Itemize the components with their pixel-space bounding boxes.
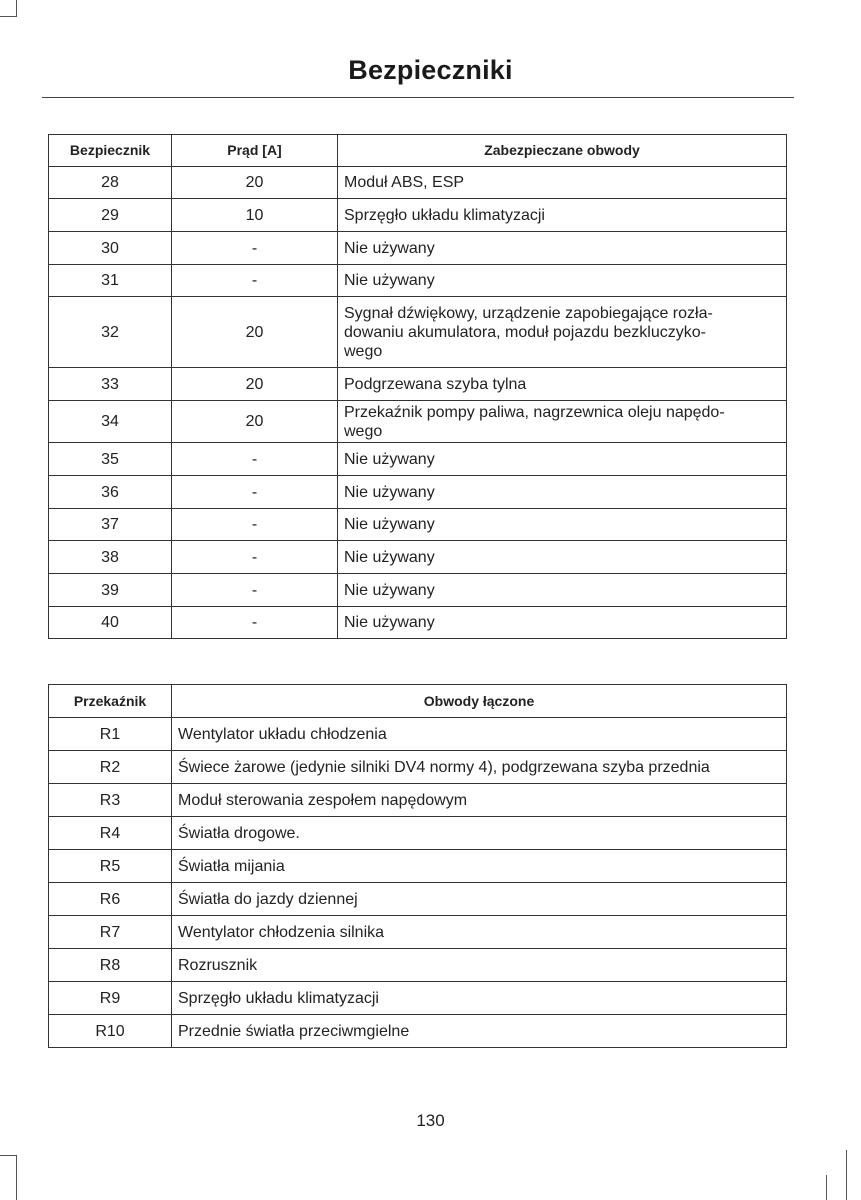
relay-circuit-cell: Moduł sterowania zespołem napędowym: [172, 784, 787, 817]
fuse-current-cell: -: [172, 476, 338, 509]
table-row: [49, 297, 787, 368]
fuse-current-cell: -: [172, 265, 338, 297]
fuse-number-cell: 40: [49, 607, 172, 639]
table-row: [49, 883, 787, 916]
crop-mark-bottom-right: [826, 1175, 827, 1200]
table-row: [49, 401, 787, 443]
relay-circuit-cell: Światła do jazdy dziennej: [172, 883, 787, 916]
fuse-number-cell: 37: [49, 509, 172, 541]
fuse-current-cell: 20: [172, 401, 338, 443]
fuse-number-cell: 39: [49, 574, 172, 607]
fuse-table-body: [49, 167, 787, 639]
fuse-current-cell: -: [172, 232, 338, 265]
fuse-number-cell: 33: [49, 368, 172, 401]
fuse-table: [48, 134, 787, 639]
table-row: [49, 1015, 787, 1048]
table-row: [49, 265, 787, 297]
relay-col-header-relay: Przekaźnik: [49, 685, 172, 718]
table-row: [49, 949, 787, 982]
fuse-circuit-cell: Nie używany: [338, 443, 787, 476]
relay-circuit-cell: Światła drogowe.: [172, 817, 787, 850]
fuse-current-cell: -: [172, 541, 338, 574]
fuse-circuit-cell: Moduł ABS, ESP: [338, 167, 787, 199]
table-row: [49, 368, 787, 401]
relay-circuit-cell: Rozrusznik: [172, 949, 787, 982]
fuse-number-cell: 32: [49, 297, 172, 368]
page-number: 130: [416, 1111, 445, 1130]
fuse-current-cell: 10: [172, 199, 338, 232]
fuse-circuit-cell: Nie używany: [338, 541, 787, 574]
relay-circuit-cell: Sprzęgło układu klimatyzacji: [172, 982, 787, 1015]
relay-id-cell: R8: [49, 949, 172, 982]
relay-id-cell: R1: [49, 718, 172, 751]
fuse-current-cell: -: [172, 607, 338, 639]
table-row: [49, 784, 787, 817]
fuse-circuit-cell: Nie używany: [338, 509, 787, 541]
fuse-circuit-cell: Przekaźnik pompy paliwa, nagrzewnica oleju napędo- wego: [338, 401, 787, 443]
fuse-number-cell: 31: [49, 265, 172, 297]
relay-id-cell: R4: [49, 817, 172, 850]
table-row: [49, 607, 787, 639]
fuse-col-header-current: Prąd [A]: [172, 135, 338, 167]
fuse-circuit-cell: Nie używany: [338, 476, 787, 509]
crop-mark-bottom-left-h: [0, 1155, 17, 1156]
fuse-number-cell: 38: [49, 541, 172, 574]
table-row: [49, 443, 787, 476]
table-row: [49, 541, 787, 574]
fuse-number-cell: 29: [49, 199, 172, 232]
fuse-number-cell: 35: [49, 443, 172, 476]
relay-table: [48, 684, 787, 1048]
relay-id-cell: R7: [49, 916, 172, 949]
fuse-col-header-circuits: Zabezpieczane obwody: [338, 135, 787, 167]
fuse-current-cell: -: [172, 443, 338, 476]
relay-id-cell: R10: [49, 1015, 172, 1048]
table-row: [49, 817, 787, 850]
fuse-circuit-cell: Nie używany: [338, 232, 787, 265]
fuse-number-cell: 36: [49, 476, 172, 509]
table-row: [49, 751, 787, 784]
fuse-circuit-cell: Podgrzewana szyba tylna: [338, 368, 787, 401]
fuse-current-cell: 20: [172, 368, 338, 401]
fuse-circuit-cell: Sygnał dźwiękowy, urządzenie zapobiegające rozła- dowaniu akumulatora, moduł pojazdu bezkluczyko- wego: [338, 297, 787, 368]
relay-id-cell: R6: [49, 883, 172, 916]
crop-mark-top-left-h: [0, 16, 17, 17]
relay-circuit-cell: Przednie światła przeciwmgielne: [172, 1015, 787, 1048]
fuse-number-cell: 28: [49, 167, 172, 199]
crop-mark-bottom-left: [16, 1155, 17, 1200]
relay-id-cell: R5: [49, 850, 172, 883]
fuse-number-cell: 34: [49, 401, 172, 443]
fuse-table-header-row: [49, 135, 787, 167]
table-row: [49, 916, 787, 949]
relay-table-body: [49, 718, 787, 1048]
fuse-col-header-fuse: Bezpiecznik: [49, 135, 172, 167]
crop-mark-bottom-right-2: [846, 1150, 847, 1200]
table-row: [49, 509, 787, 541]
title-divider: [42, 97, 794, 98]
fuse-current-cell: -: [172, 509, 338, 541]
table-row: [49, 199, 787, 232]
crop-mark-top-left: [16, 0, 17, 17]
table-row: [49, 850, 787, 883]
relay-table-header-row: [49, 685, 787, 718]
fuse-circuit-cell: Nie używany: [338, 574, 787, 607]
relay-id-cell: R2: [49, 751, 172, 784]
fuse-current-cell: -: [172, 574, 338, 607]
relay-circuit-cell: Świece żarowe (jedynie silniki DV4 normy 4), podgrzewana szyba przednia: [172, 751, 787, 784]
fuse-circuit-cell: Sprzęgło układu klimatyzacji: [338, 199, 787, 232]
table-row: [49, 167, 787, 199]
relay-circuit-cell: Wentylator chłodzenia silnika: [172, 916, 787, 949]
fuse-circuit-cell: Nie używany: [338, 265, 787, 297]
relay-circuit-cell: Światła mijania: [172, 850, 787, 883]
page-title: Bezpieczniki: [348, 55, 513, 85]
fuse-circuit-cell: Nie używany: [338, 607, 787, 639]
table-row: [49, 718, 787, 751]
relay-id-cell: R3: [49, 784, 172, 817]
relay-id-cell: R9: [49, 982, 172, 1015]
fuse-current-cell: 20: [172, 297, 338, 368]
table-row: [49, 232, 787, 265]
table-row: [49, 476, 787, 509]
fuse-current-cell: 20: [172, 167, 338, 199]
table-row: [49, 574, 787, 607]
fuse-number-cell: 30: [49, 232, 172, 265]
relay-circuit-cell: Wentylator układu chłodzenia: [172, 718, 787, 751]
table-row: [49, 982, 787, 1015]
relay-col-header-circuits: Obwody łączone: [172, 685, 787, 718]
